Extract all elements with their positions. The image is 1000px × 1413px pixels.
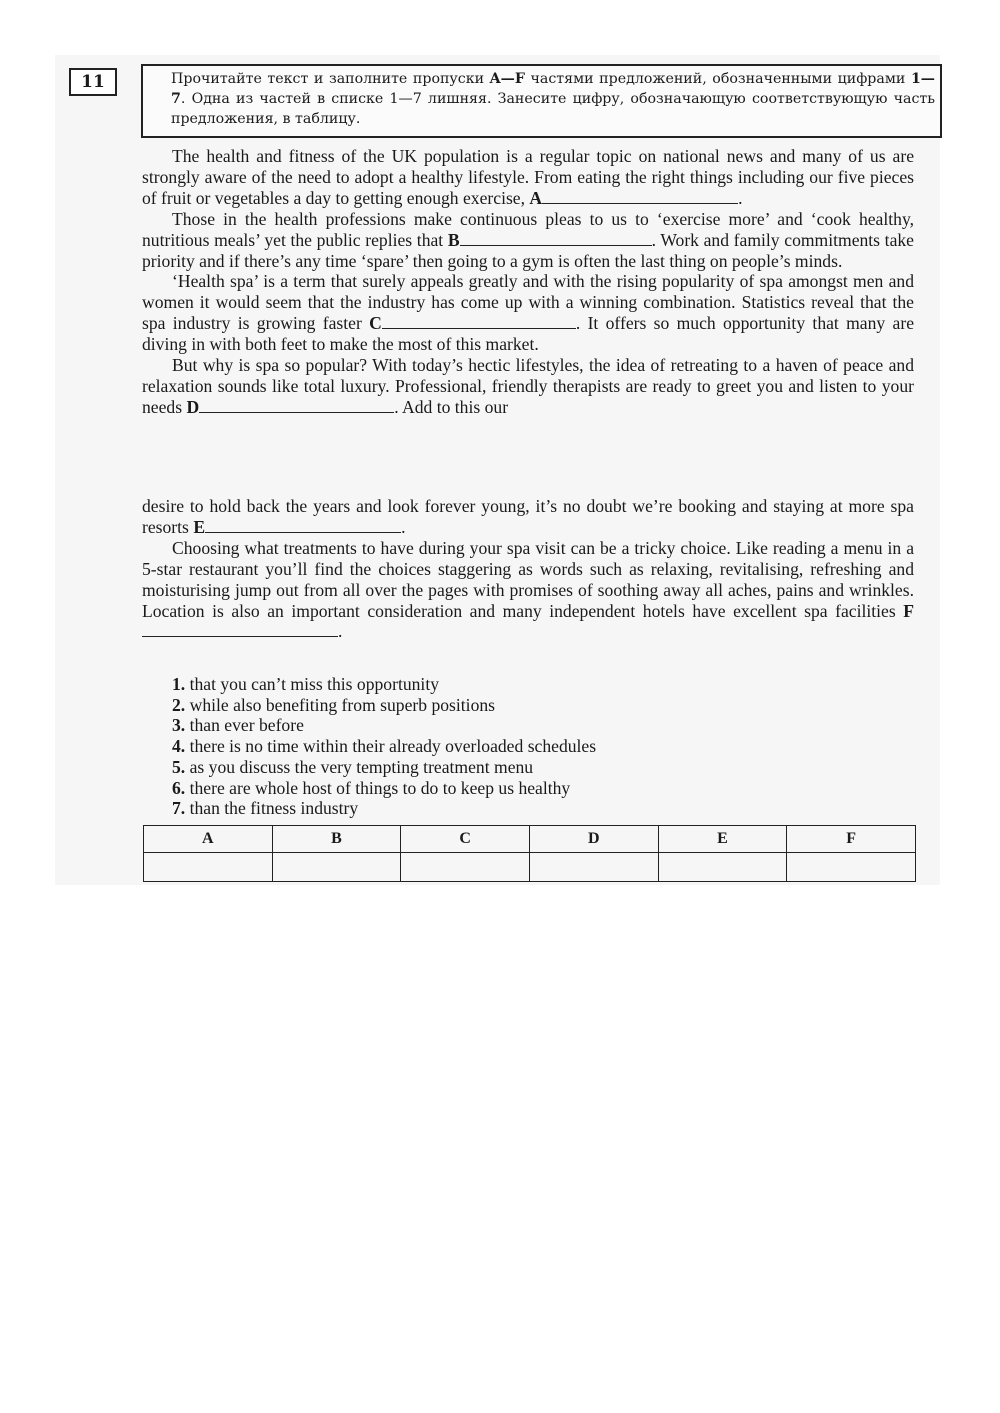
answer-header-e: E [658,826,787,853]
answer-header-a: A [144,826,273,853]
answer-table-header-row [144,826,916,853]
answer-cell-a[interactable] [144,853,273,882]
gap-label-f: F [903,600,914,621]
option-item: 7. than the fitness industry [172,798,359,819]
option-item: 5. as you discuss the very tempting treatment menu [172,756,534,777]
gap-label-d: D [186,396,200,417]
answer-header-d: D [530,826,659,853]
option-item: 2. while also benefiting from superb positions [172,694,496,715]
instruction-letters: A—F [489,71,525,87]
gap-f-blank[interactable] [142,622,338,637]
paragraph-2: Those in the health professions make continuous pleas to us to ‘exercise more’ and ‘cook healthy, nutritious meals’ yet the public replies that B . Work and family commitments take priority and if there’s any time ‘spare’ then going to a gym is often the last thing on people’s minds. [142,208,914,271]
answer-cell-d[interactable] [530,853,659,882]
answer-cell-e[interactable] [658,853,787,882]
paragraph-6: Choosing what treatments to have during your spa visit can be a tricky choice. Like reading a menu in a 5-star restaurant you’ll find the choices staggering as words such as relaxing, revitalising, refreshing and moisturising jump out from all over the pages with promises of soothing away all aches, pains and wrinkles. Location is also an important consideration and many independent hotels have excellent spa facilities F. [142,537,914,642]
answer-cell-c[interactable] [401,853,530,882]
answer-cell-b[interactable] [272,853,401,882]
gap-label-c: C [369,313,382,334]
instruction-text: Прочитайте текст и заполните пропуски [171,71,490,87]
instruction-text: частями предложений, обозначенными цифрами [524,71,911,87]
gap-d-blank[interactable] [199,398,394,413]
option-item: 4. there is no time within their already overloaded schedules [172,736,597,757]
options-list [172,674,596,819]
gap-label-e: E [193,516,206,537]
gap-b-blank[interactable] [460,231,652,246]
reading-text-part-1 [142,146,914,418]
answer-cell-f[interactable] [787,853,916,882]
answer-header-f: F [787,826,916,853]
option-item: 3. than ever before [172,715,304,736]
gap-c-blank[interactable] [382,314,576,329]
instruction-text: . Одна из частей в списке 1—7 лишняя. Занесите цифру, обозначающую соответствующую часть предложения, в таблицу. [171,91,935,127]
paragraph-5: desire to hold back the years and look forever young, it’s no doubt we’re booking and staying at more spa resorts E . [142,496,914,537]
option-item: 1. that you can’t miss this opportunity [172,674,440,694]
task-number-box: 11 [69,68,117,96]
instruction-digits: 1—7 [171,71,935,107]
gap-label-b: B [447,229,460,250]
reading-text-part-2 [142,496,914,642]
gap-label-a: A [529,187,543,208]
task-instruction [141,64,942,138]
answer-table [143,825,916,882]
gap-a-blank[interactable] [542,189,738,204]
answer-header-b: B [272,826,401,853]
paragraph-4: But why is spa so popular? With today’s hectic lifestyles, the idea of retreating to a haven of peace and relaxation sounds like total luxury. Professional, friendly therapists are ready to greet you and listen to your needs D . Add to this our [142,355,914,417]
option-item: 6. there are whole host of things to do to keep us healthy [172,777,571,798]
paragraph-3: ‘Health spa’ is a term that surely appeals greatly and with the rising popularity of spa amongst men and women it would seem that the industry has come up with a winning combination. Statistics reveal that the spa industry is growing faster C . It offers so much opportunity that many are diving in with both feet to make the most of this market. [142,271,914,355]
paragraph-1: The health and fitness of the UK population is a regular topic on national news and many of us are strongly aware of the need to adopt a healthy lifestyle. From eating the right things including our five pieces of fruit or vegetables a day to getting enough exercise, A . [142,146,914,208]
answer-table-input-row [144,853,916,882]
gap-e-blank[interactable] [205,518,401,533]
answer-header-c: C [401,826,530,853]
